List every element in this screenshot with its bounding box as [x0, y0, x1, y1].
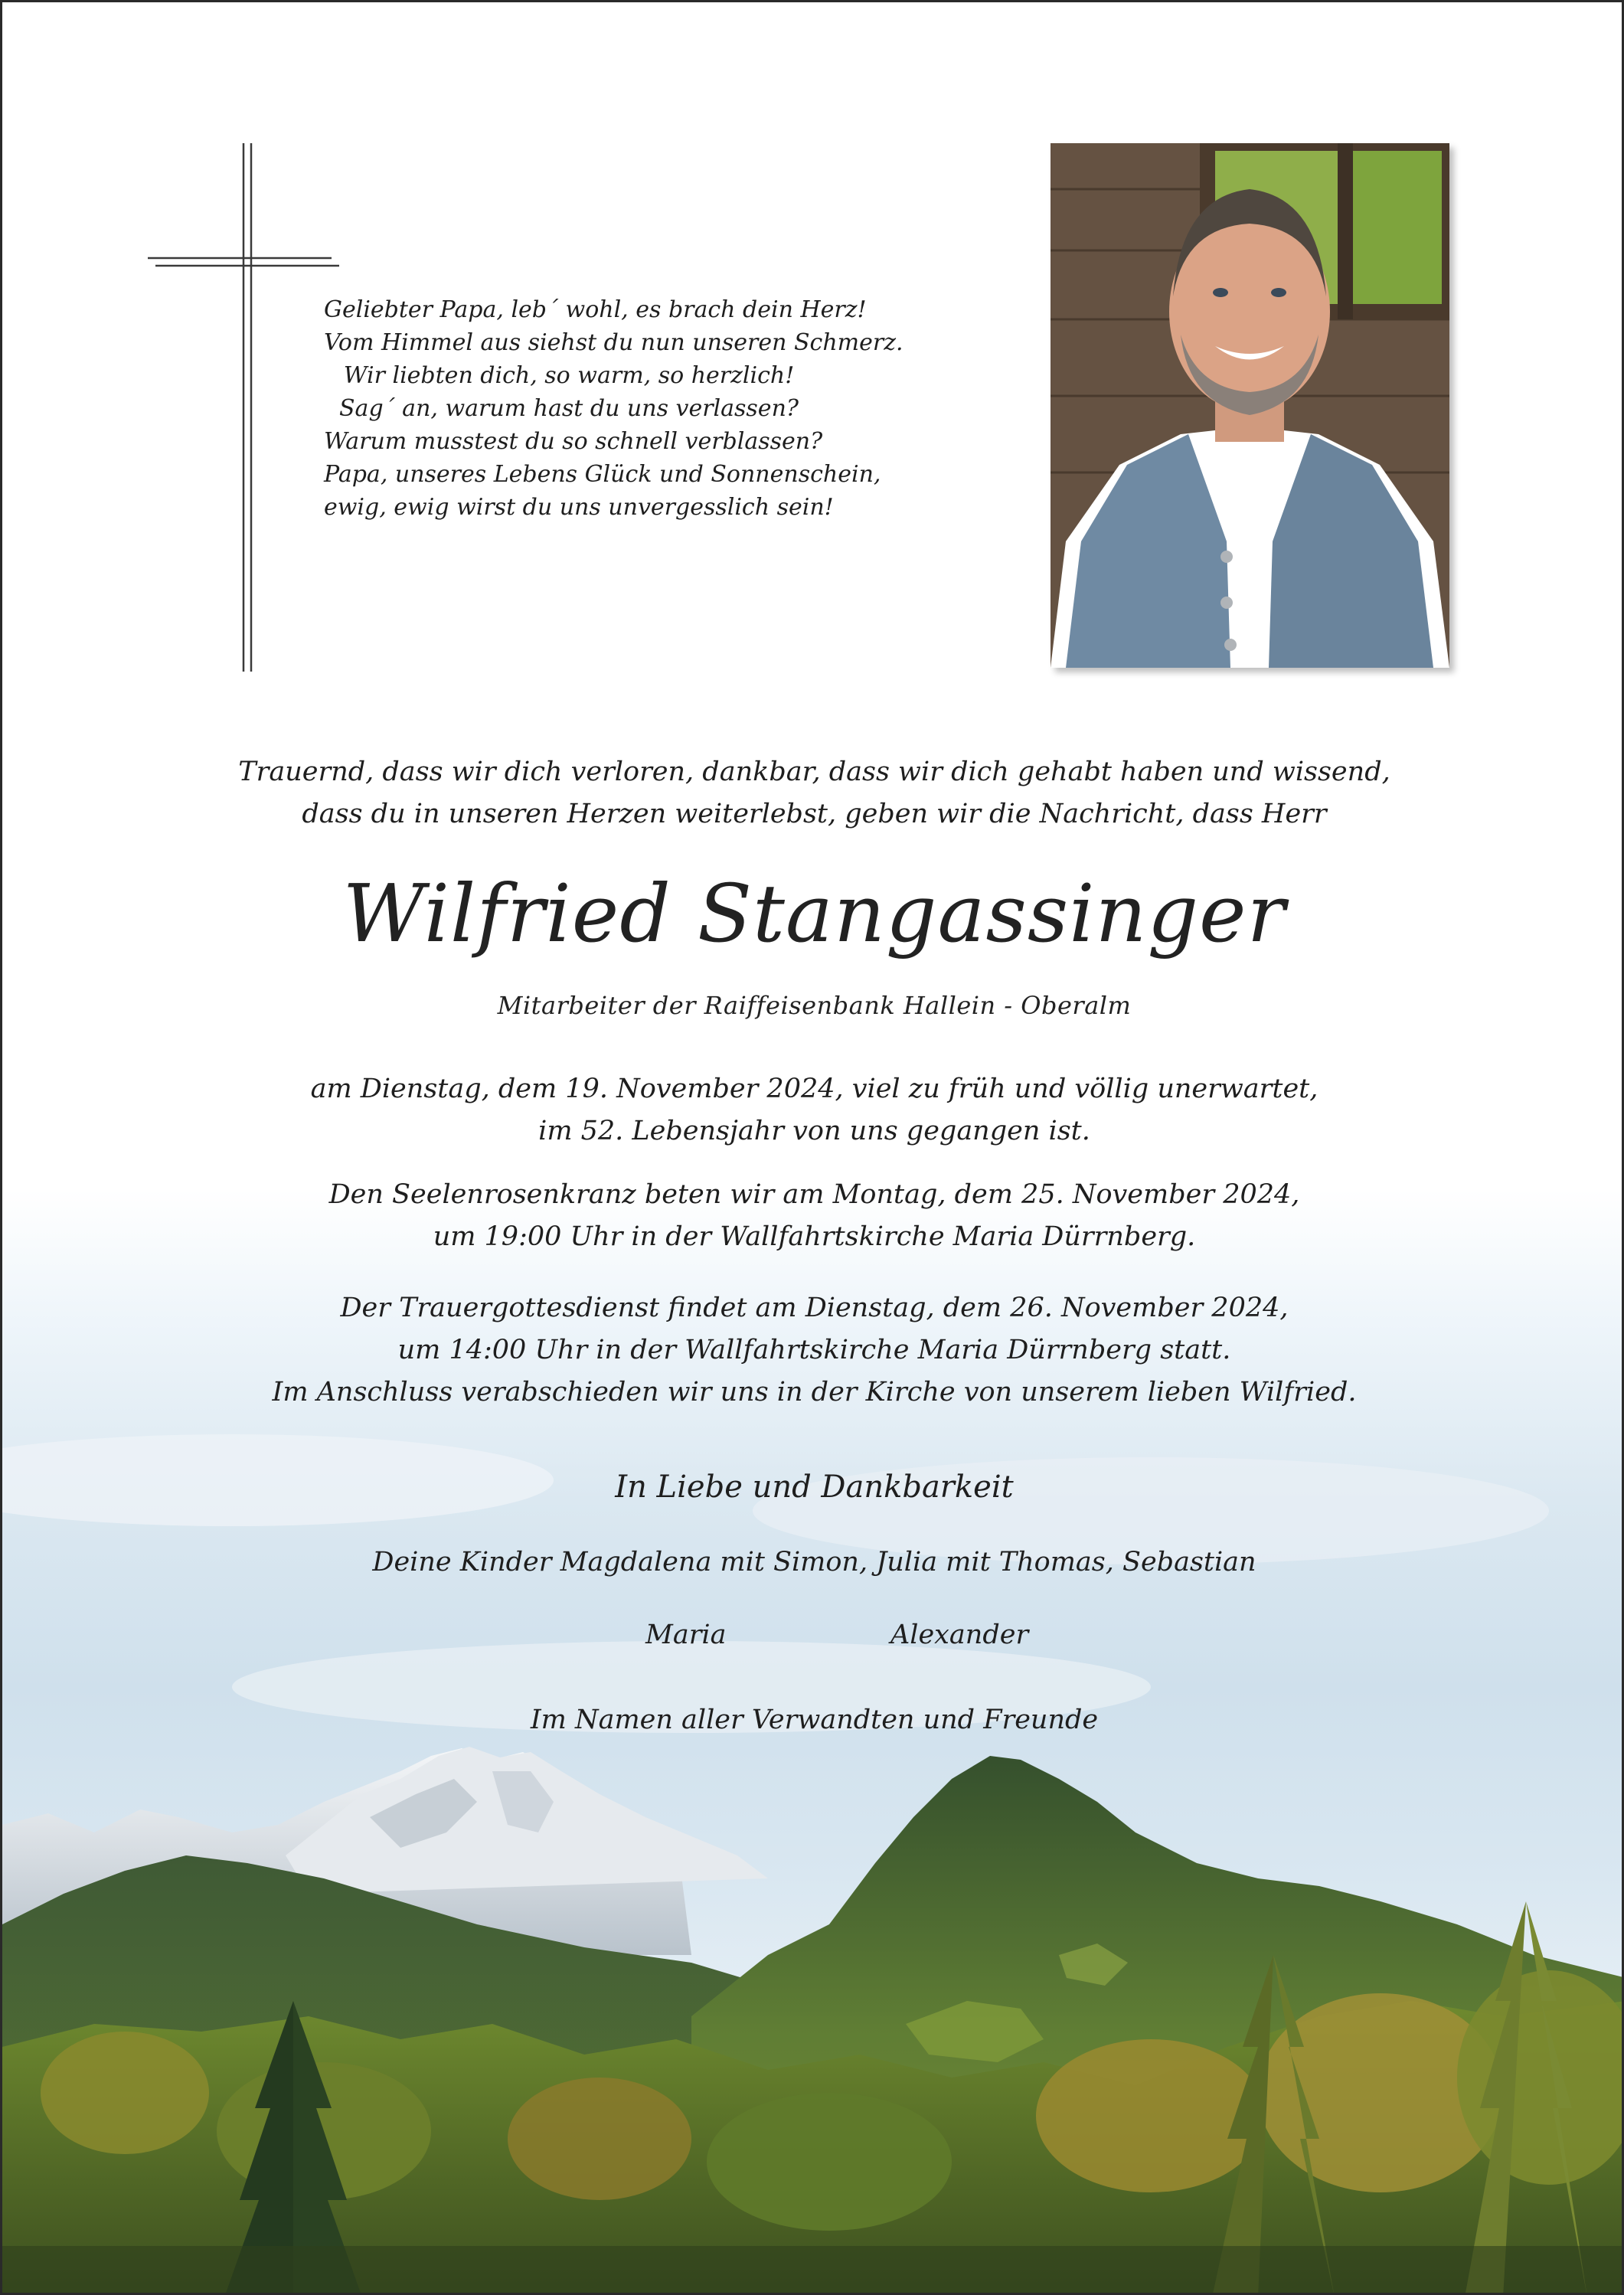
death-line: am Dienstag, dem 19. November 2024, viel zu früh und völlig unerwartet,	[310, 1074, 1318, 1104]
children-line: Deine Kinder Magdalena mit Simon, Julia mit Thomas, Sebastian	[372, 1547, 1256, 1577]
rosary-paragraph	[2, 1174, 1624, 1258]
intro-line: Trauernd, dass wir dich verloren, dankbar, dass wir dich gehabt haben und wissend,	[238, 757, 1390, 787]
rosary-line: um 19:00 Uhr in der Wallfahrtskirche Maria Dürrnberg.	[433, 1221, 1196, 1252]
family-name-maria: Maria	[645, 1620, 727, 1650]
service-paragraph	[2, 1287, 1624, 1414]
portrait-photo	[1051, 143, 1449, 668]
poem-line: Geliebter Papa, leb´ wohl, es brach dein Herz!	[324, 296, 867, 323]
service-line: Im Anschluss verabschieden wir uns in der Kirche von unserem lieben Wilfried.	[272, 1377, 1357, 1407]
relatives-line: Im Namen aller Verwandten und Freunde	[530, 1705, 1099, 1735]
poem-line: Wir liebten dich, so warm, so herzlich!	[343, 362, 795, 389]
poem	[324, 293, 903, 524]
poem-line: Sag´ an, warum hast du uns verlassen?	[339, 395, 799, 422]
deceased-name: Wilfried Stangassinger	[342, 867, 1286, 960]
death-paragraph	[2, 1068, 1624, 1152]
rosary-line: Den Seelenrosenkranz beten wir am Montag, dem 25. November 2024,	[328, 1179, 1300, 1210]
poem-line: Warum musstest du so schnell verblassen?	[324, 428, 823, 455]
cross-icon	[148, 143, 339, 672]
service-line: um 14:00 Uhr in der Wallfahrtskirche Maria Dürrnberg statt.	[397, 1335, 1231, 1365]
deceased-occupation: Mitarbeiter der Raiffeisenbank Hallein - Oberalm	[497, 991, 1132, 1020]
poem-line: Papa, unseres Lebens Glück und Sonnenschein,	[324, 461, 881, 488]
intro-text	[2, 751, 1624, 835]
closing-phrase: In Liebe und Dankbarkeit	[615, 1470, 1014, 1505]
intro-line: dass du in unseren Herzen weiterlebst, geben wir die Nachricht, dass Herr	[302, 799, 1327, 829]
family-name-alexander: Alexander	[890, 1620, 1029, 1650]
poem-line: Vom Himmel aus siehst du nun unseren Schmerz.	[324, 329, 903, 356]
service-line: Der Trauergottesdienst findet am Dienstag, dem 26. November 2024,	[340, 1293, 1289, 1323]
poem-line: ewig, ewig wirst du uns unvergesslich sein!	[324, 494, 834, 521]
death-line: im 52. Lebensjahr von uns gegangen ist.	[538, 1116, 1090, 1146]
